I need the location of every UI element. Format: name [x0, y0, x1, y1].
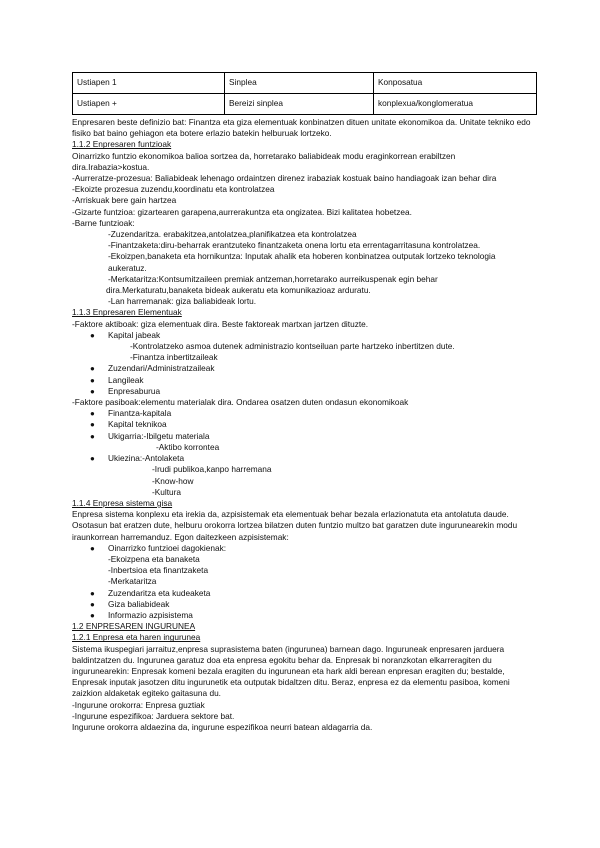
list-item: ● Ukiezina:-Antolaketa [90, 453, 185, 464]
bullet-icon: ● [90, 375, 95, 385]
indented-line: -Kultura [152, 486, 182, 497]
list-item: ● Langileak [90, 374, 144, 385]
paragraph-line: -Gizarte funtzioa: gizartearen garapena,aurrerakuntza eta ongizatea. Bizi kalitatea hobetzea. [72, 206, 412, 217]
list-item: ● Oinarrizko funtzioei dagokienak: [90, 542, 227, 553]
paragraph-line: Ingurune orokorra aldaezina da, ingurune espezifikoa neurri batean aldagarria da. [72, 721, 373, 732]
table-cell: konplexua/konglomeratua [374, 94, 537, 115]
list-item: ● Zuzendaritza eta kudeaketa [90, 587, 211, 598]
list-item: ● Informazio azpisistema [90, 609, 193, 620]
paragraph-line: -Arriskuak bere gain hartzea [72, 195, 177, 206]
bullet-icon: ● [90, 610, 95, 620]
bullet-icon: ● [90, 364, 95, 374]
environment-paragraph: Sistema ikuspegiari jarraituz,enpresa suprasistema baten (ingurunea) barnean dago. Inguruneak enpresaren jarduera baldintzatzen du. Ingurunea garatuz doa eta enpresa egokitu behar da. Enpresak bi noranzkotan elkarreragiten du ingurunearekin: Enpresak komeni bezala eragiten du ingurunean eta hark aldi berean enpresan eragiten du; bestalde, Enpresak inputak jasotzen ditu ingurunetik eta outputak bidaltzen ditu. Beraz, enpresa ez da elementu pasiboa, komeni zaizkion aldaketak egiteko gaitasuna du. [72, 643, 510, 699]
bullet-icon: ● [90, 409, 95, 419]
indented-line: -Finantza inbertitzaileak [130, 352, 218, 363]
indented-line: -Aktibo korrontea [156, 441, 220, 452]
list-item: ● Kapital teknikoa [90, 419, 167, 430]
list-item: ● Enpresaburua [90, 385, 161, 396]
bullet-icon: ● [90, 420, 95, 430]
list-item: ● Ukigarria:-Ibilgetu materiala [90, 430, 210, 441]
indented-line: -Merkataritza [108, 576, 157, 587]
paragraph-line: -Barne funtzioak: [72, 217, 135, 228]
paragraph-line: dira.Irabazia>kostua. [72, 161, 150, 172]
indented-line: -Ekoizpena eta banaketa [108, 553, 200, 564]
indented-line: -Irudi publikoa,kanpo harremana [152, 464, 272, 475]
paragraph-line: -Ingurune espezifikoa: Jarduera sektore bat. [72, 710, 235, 721]
section-heading-system: 1.1.4 Enpresa sistema gisa [72, 497, 173, 508]
paragraph-line: -Ekoizte prozesua zuzendu,koordinatu eta kontrolatzea [72, 184, 275, 195]
indented-line: -Know-how [152, 475, 194, 486]
system-paragraph: Enpresa sistema konplexu eta irekia da, azpisistemak eta elementuak behar bezala erlazionatuta eta antolatuta daude. Osotasun bat eratzen dute, helburu orokorra lortzea bilatzen duten funtzio multzo bat garatzen dute ingurunearekin modu iraunkorrean harremanduz. Egon daitezkeen azpisistemak: [72, 509, 518, 542]
bullet-icon: ● [90, 386, 95, 396]
exploitation-table [72, 72, 537, 115]
list-item: ● Zuzendari/Administratzaileak [90, 363, 215, 374]
list-item: ● Giza baliabideak [90, 598, 170, 609]
table-cell: Konposatua [374, 73, 537, 94]
indented-line: -Lan harremanak: giza baliabideak lortu. [108, 296, 257, 307]
indented-line: aukeratuz. [108, 262, 147, 273]
indented-line: -Ekoizpen,banaketa eta hornikuntza: Inputak ahalik eta hoberen konbinatzea outputak lortzeko teknologia [108, 251, 496, 262]
paragraph-line: -Aurreratze-prozesua: Baliabideak lehenago ordaintzen direnez irabaziak kostuak baino handiagoak izan behar dira [72, 173, 497, 184]
intro-paragraph: Enpresaren beste definizio bat: Finantza eta giza elementuak konbinatzen dituen unitate ekonomikoa da. Unitate tekniko edo fisiko bat baino gehiagon eta botere erlazio batekin helburuak lortzeko. [72, 117, 531, 139]
section-heading-functions: 1.1.2 Enpresaren funtzioak [72, 139, 172, 150]
table-row [73, 94, 537, 115]
bullet-icon: ● [90, 454, 95, 464]
paragraph-line: Oinarrizko funtzio ekonomikoa balioa sortzea da, horretarako baliabideak modu eraginkorrean erabiltzen [72, 150, 456, 161]
table-cell: Sinplea [225, 73, 374, 94]
paragraph-line: -Faktore pasiboak:elementu materialak dira. Ondarea osatzen duten ondasun ekonomikoak [72, 397, 409, 408]
indented-line: dira.Merkaturatu,banaketa bideak aukeratu eta komunikazioaz arduratu. [106, 285, 371, 296]
bullet-icon: ● [90, 588, 95, 598]
bullet-icon: ● [90, 599, 95, 609]
subsection-heading: 1.2.1 Enpresa eta haren ingurunea [72, 632, 201, 643]
table-cell: Ustiapen 1 [73, 73, 225, 94]
paragraph-line: -Ingurune orokorra: Enpresa guztiak [72, 699, 205, 710]
indented-line: -Inbertsioa eta finantzaketa [108, 565, 209, 576]
table-cell: Ustiapen + [73, 94, 225, 115]
paragraph-line: -Faktore aktiboak: giza elementuak dira. Beste faktoreak martxan jartzen dituzte. [72, 318, 369, 329]
indented-line: -Kontrolatzeko asmoa dutenek administrazio kontseiluan parte hartzeko inbertitzen dute. [130, 341, 455, 352]
list-item: ● Finantza-kapitala [90, 408, 172, 419]
document-page [72, 72, 538, 733]
table-row [73, 73, 537, 94]
list-item: ● Kapital jabeak [90, 329, 161, 340]
section-heading-elements: 1.1.3 Enpresaren Elementuak [72, 307, 182, 318]
bullet-icon: ● [90, 431, 95, 441]
table-cell: Bereizi sinplea [225, 94, 374, 115]
indented-line: -Merkataritza:Kontsumitzaileen premiak antzeman,horretarako aurreikuspenak egin behar [108, 273, 438, 284]
indented-line: -Finantzaketa:diru-beharrak erantzuteko finantzaketa onena lortu eta errentagarritasuna kontrolatzea. [108, 240, 481, 251]
bullet-icon: ● [90, 543, 95, 553]
indented-line: -Zuzendaritza. erabakitzea,antolatzea,planifikatzea eta kontrolatzea [108, 229, 357, 240]
bullet-icon: ● [90, 330, 95, 340]
section-heading-environment: 1.2 ENPRESAREN INGURUNEA [72, 621, 196, 632]
